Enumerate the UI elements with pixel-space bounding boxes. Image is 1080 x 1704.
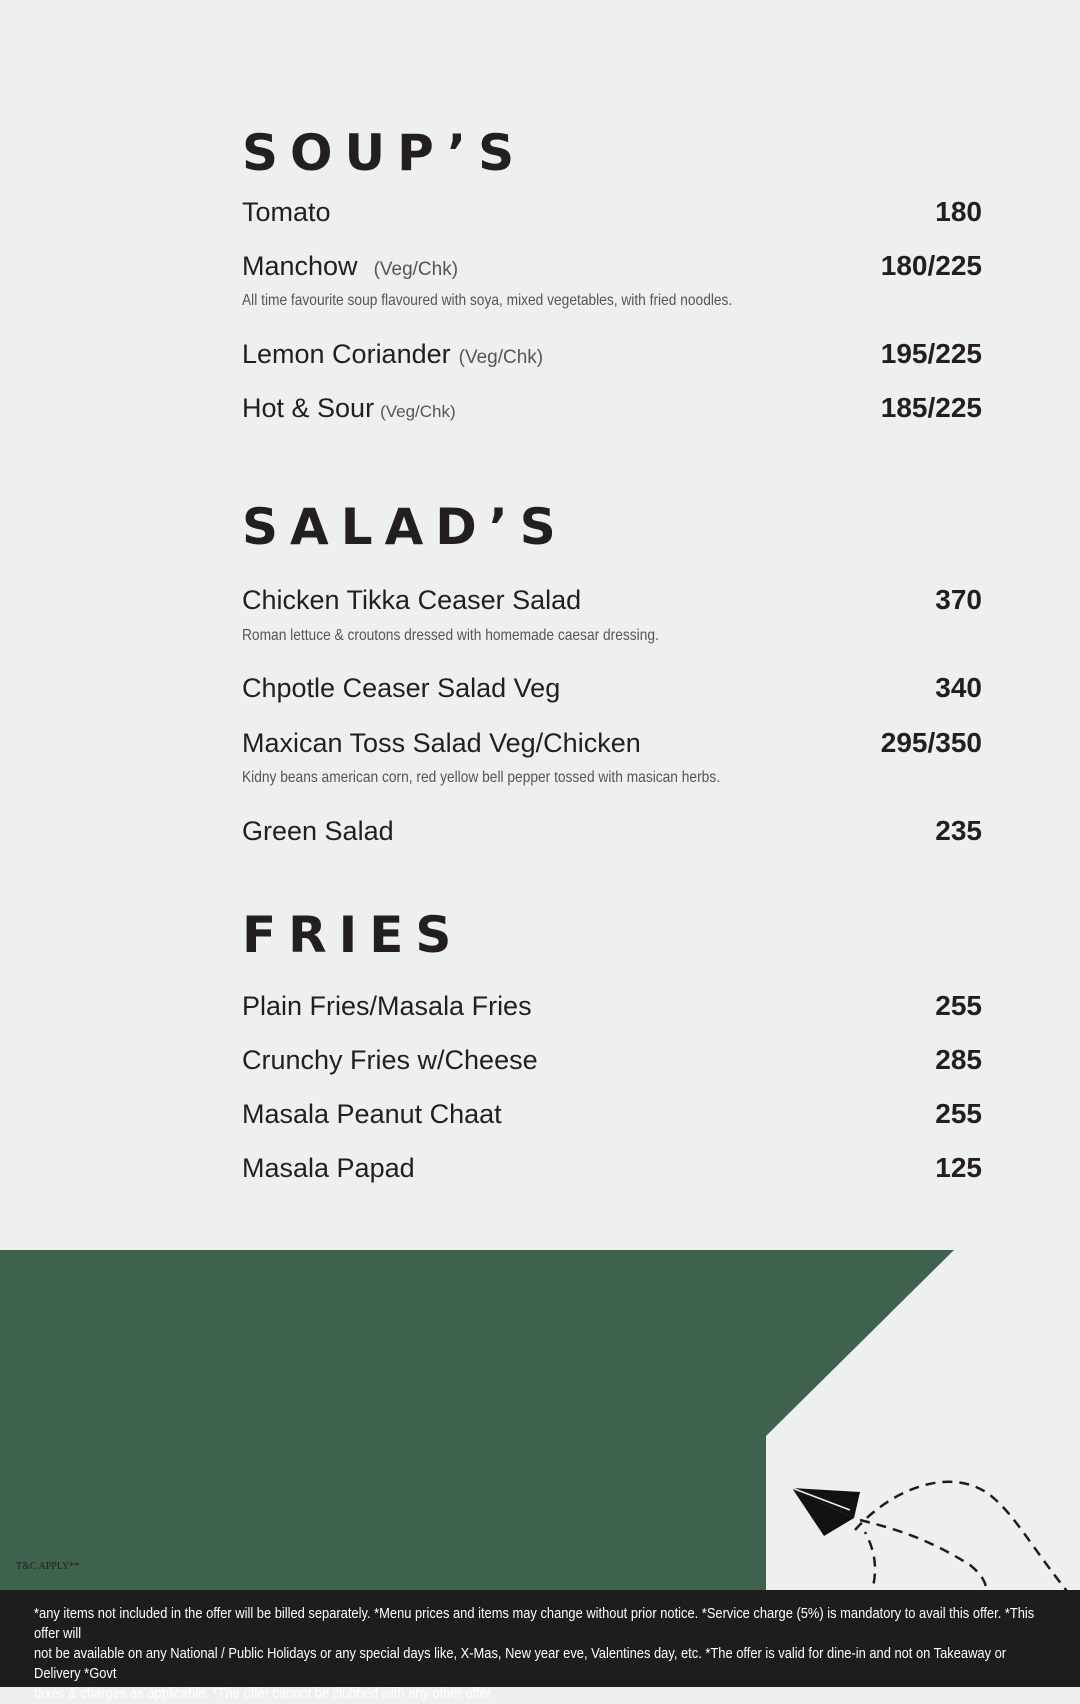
footer-line: not be available on any National / Public Holidays or any special days like, X-Mas, New year eve, Valentines day, etc. *The offer is valid for dine-in and not on Takeaway or Delivery *Govt: [34, 1645, 1007, 1682]
item-price: 180/225: [880, 250, 982, 281]
item-description: Roman lettuce & croutons dressed with homemade caesar dressing.: [242, 627, 659, 644]
item-name: Chicken Tikka Ceaser Salad: [242, 585, 582, 615]
item-price: 255: [935, 990, 982, 1021]
footer-line: taxes & charges as applicable. *The offer cannot be clubbed with any other offer: [34, 1685, 492, 1702]
item-name: Manchow (Veg/Chk): [242, 251, 459, 281]
item-price: 180: [935, 196, 982, 227]
menu-item-masala-peanut-chaat: [242, 1097, 982, 1131]
item-variant: (Veg/Chk): [380, 402, 456, 421]
item-name: Crunchy Fries w/Cheese: [242, 1045, 538, 1075]
item-price: 195/225: [880, 338, 982, 369]
item-price: 295/350: [880, 727, 982, 758]
paper-plane-icon: [780, 1470, 1080, 1600]
menu-item-plain-fries: [242, 989, 982, 1023]
item-description: Kidny beans american corn, red yellow bell pepper tossed with masican herbs.: [242, 769, 721, 786]
item-name: Masala Papad: [242, 1153, 415, 1183]
menu-item-manchow: [242, 249, 982, 283]
item-price: 235: [935, 815, 982, 846]
menu-item-chpotle-ceaser-salad-veg: [242, 671, 982, 705]
item-name: Chpotle Ceaser Salad Veg: [242, 673, 561, 703]
menu-item-hot-and-sour: [242, 391, 982, 425]
item-name: Lemon Coriander (Veg/Chk): [242, 339, 544, 369]
menu-item-maxican-toss-salad: [242, 726, 982, 760]
section-title-salads: SALAD’S: [242, 498, 568, 556]
item-price: 125: [935, 1152, 982, 1183]
menu-item-tomato: [242, 195, 982, 229]
menu-item-masala-papad: [242, 1151, 982, 1185]
item-price: 370: [935, 584, 982, 615]
tc-label: T&C APPLY**: [16, 1561, 80, 1572]
item-price: 340: [935, 672, 982, 703]
footer-disclaimer: [0, 1590, 1080, 1702]
item-name: Hot & Sour (Veg/Chk): [242, 393, 456, 423]
footer-line: *any items not included in the offer will be billed separately. *Menu prices and items may change without prior notice. *Service charge (5%) is mandatory to avail this offer. *This offer will: [34, 1605, 1035, 1642]
item-name: Tomato: [242, 197, 331, 227]
item-price: 285: [935, 1044, 982, 1075]
item-name: Green Salad: [242, 816, 394, 846]
menu-item-green-salad: [242, 814, 982, 848]
item-price: 255: [935, 1098, 982, 1129]
menu-item-chicken-tikka-ceaser-salad: [242, 583, 982, 617]
menu-item-crunchy-fries: [242, 1043, 982, 1077]
item-price: 185/225: [880, 392, 982, 423]
item-name: Plain Fries/Masala Fries: [242, 991, 532, 1021]
item-variant: (Veg/Chk): [373, 259, 459, 280]
item-name: Masala Peanut Chaat: [242, 1099, 502, 1129]
section-title-fries: FRIES: [242, 906, 464, 964]
section-title-soups: SOUP’S: [242, 124, 527, 182]
item-variant: (Veg/Chk): [458, 347, 544, 368]
footer-text: [34, 1604, 1049, 1704]
item-description: All time favourite soup flavoured with soya, mixed vegetables, with fried noodles.: [242, 292, 733, 309]
item-name: Maxican Toss Salad Veg/Chicken: [242, 728, 641, 758]
menu-item-lemon-coriander: [242, 337, 982, 371]
